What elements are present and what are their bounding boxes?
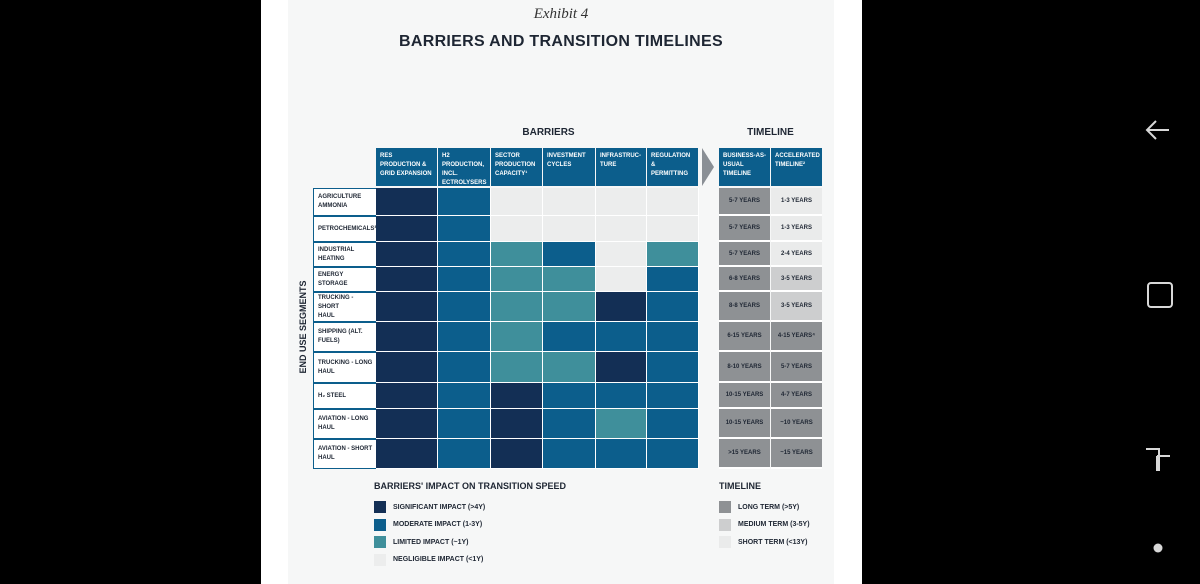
legend-swatch bbox=[374, 519, 386, 531]
column-header: SECTOR PRODUCTION CAPACITY¹ bbox=[491, 148, 542, 186]
legend-label: LIMITED IMPACT (~1Y) bbox=[393, 538, 469, 546]
indicator-dot-icon bbox=[1151, 541, 1165, 555]
column-header: H2 PRODUCTION, INCL. ECTROLYSERS bbox=[438, 148, 490, 186]
heatmap-cell bbox=[647, 352, 699, 383]
heatmap-cell bbox=[647, 439, 699, 469]
legend-item bbox=[374, 536, 469, 548]
column-header: INFRASTRUC- TURE bbox=[596, 148, 646, 186]
heatmap-cell bbox=[491, 322, 543, 352]
legend-item bbox=[719, 519, 810, 531]
row-header: H₂ STEEL bbox=[313, 383, 377, 409]
heatmap-cell bbox=[596, 188, 647, 216]
timeline-cell: 3-5 YEARS bbox=[771, 292, 822, 322]
row-header: TRUCKING - SHORT HAUL bbox=[313, 292, 377, 322]
recents-icon[interactable] bbox=[1143, 444, 1173, 474]
timeline-cell: 1-3 YEARS bbox=[771, 188, 822, 216]
timeline-heading: TIMELINE bbox=[747, 127, 794, 138]
heatmap-cell bbox=[543, 216, 596, 242]
timeline-cell: 10-15 YEARS bbox=[719, 409, 770, 439]
timeline-cell: 6-15 YEARS bbox=[719, 322, 770, 352]
heatmap-cell bbox=[438, 267, 491, 292]
heatmap-cell bbox=[491, 188, 543, 216]
legend-swatch bbox=[374, 554, 386, 566]
heatmap-cell bbox=[543, 383, 596, 409]
heatmap-cell bbox=[438, 188, 491, 216]
timeline-legend-title: TIMELINE bbox=[719, 481, 761, 491]
column-header: INVESTMENT CYCLES bbox=[543, 148, 595, 186]
timeline-cell: ~10 YEARS bbox=[771, 409, 822, 439]
legend-swatch bbox=[374, 536, 386, 548]
heatmap-cell bbox=[596, 439, 647, 469]
heatmap-cell bbox=[438, 242, 491, 267]
legend-item bbox=[719, 536, 807, 548]
heatmap-cell bbox=[491, 292, 543, 322]
timeline-cell: 2-4 YEARS bbox=[771, 242, 822, 267]
heatmap-cell bbox=[543, 242, 596, 267]
heatmap-cell bbox=[376, 383, 438, 409]
y-axis-label: END USE SEGMENTS bbox=[298, 280, 308, 374]
timeline-cell: ~15 YEARS bbox=[771, 439, 822, 469]
impact-legend-title: BARRIERS' IMPACT ON TRANSITION SPEED bbox=[374, 481, 566, 491]
row-header: TRUCKING - LONG HAUL bbox=[313, 352, 377, 383]
legend-label: NEGLIGIBLE IMPACT (<1Y) bbox=[393, 556, 484, 563]
exhibit-label: Exhibit 4 bbox=[533, 6, 589, 22]
heatmap-cell bbox=[438, 292, 491, 322]
timeline-cell: 1-3 YEARS bbox=[771, 216, 822, 242]
heatmap-cell bbox=[647, 383, 699, 409]
timeline-cell: 5-7 YEARS bbox=[719, 216, 770, 242]
heatmap-cell bbox=[543, 439, 596, 469]
heatmap-cell bbox=[543, 352, 596, 383]
timeline-cell: 4-15 YEARS⁴ bbox=[771, 322, 822, 352]
legend-label: SHORT TERM (<13Y) bbox=[738, 538, 808, 546]
timeline-cell: 5-7 YEARS bbox=[719, 242, 770, 267]
heatmap-cell bbox=[647, 188, 699, 216]
timeline-cell: 5-7 YEARS bbox=[771, 352, 822, 383]
heatmap-cell bbox=[543, 292, 596, 322]
heatmap-cell bbox=[438, 352, 491, 383]
legend-label: MEDIUM TERM (3-5Y) bbox=[738, 521, 810, 528]
back-arrow-icon[interactable] bbox=[1143, 115, 1173, 145]
heatmap-cell bbox=[376, 322, 438, 352]
chevron-arrow-icon bbox=[702, 148, 714, 186]
legend-swatch bbox=[719, 501, 731, 513]
heatmap-cell bbox=[491, 216, 543, 242]
column-header: REGULATION & PERMITTING bbox=[647, 148, 698, 186]
heatmap-cell bbox=[647, 267, 699, 292]
heatmap-cell bbox=[491, 439, 543, 469]
timeline-cell: 8-8 YEARS bbox=[719, 292, 770, 322]
row-header: ENERGY STORAGE bbox=[313, 267, 377, 292]
heatmap-cell bbox=[647, 409, 699, 439]
heatmap-cell bbox=[376, 242, 438, 267]
heatmap-cell bbox=[376, 409, 438, 439]
timeline-cell: 6-8 YEARS bbox=[719, 267, 770, 292]
heatmap-cell bbox=[491, 242, 543, 267]
chart-title: BARRIERS AND TRANSITION TIMELINES bbox=[399, 33, 723, 50]
heatmap-cell bbox=[596, 242, 647, 267]
heatmap-cell bbox=[376, 292, 438, 322]
heatmap-cell bbox=[596, 352, 647, 383]
row-header: SHIPPING (ALT. FUELS) bbox=[313, 322, 377, 352]
timeline-cell: 3-5 YEARS bbox=[771, 267, 822, 292]
timeline-cell: 10-15 YEARS bbox=[719, 383, 770, 409]
timeline-cell: 5-7 YEARS bbox=[719, 188, 770, 216]
legend-swatch bbox=[374, 501, 386, 513]
heatmap-cell bbox=[491, 267, 543, 292]
timeline-cell: 4-7 YEARS bbox=[771, 383, 822, 409]
legend-label: SIGNIFICANT IMPACT (>4Y) bbox=[393, 503, 486, 511]
row-header: PETROCHEMICALS³ bbox=[313, 216, 377, 242]
heatmap-cell bbox=[491, 383, 543, 409]
heatmap-cell bbox=[438, 322, 491, 352]
heatmap-cell bbox=[543, 409, 596, 439]
heatmap-cell bbox=[491, 352, 543, 383]
heatmap-cell bbox=[647, 242, 699, 267]
heatmap-cell bbox=[596, 216, 647, 242]
row-header: AVIATION - LONG HAUL bbox=[313, 409, 377, 439]
heatmap-cell bbox=[647, 322, 699, 352]
heatmap-cell bbox=[438, 383, 491, 409]
heatmap-cell bbox=[596, 383, 647, 409]
heatmap-cell bbox=[376, 267, 438, 292]
home-square-icon[interactable] bbox=[1145, 280, 1175, 310]
heatmap-cell bbox=[376, 352, 438, 383]
heatmap-cell bbox=[376, 439, 438, 469]
row-header: AVIATION - SHORT HAUL bbox=[313, 439, 377, 469]
legend-swatch bbox=[719, 519, 731, 531]
legend-item bbox=[374, 501, 485, 513]
row-header: INDUSTRIAL HEATING bbox=[313, 242, 377, 267]
heatmap-cell bbox=[543, 322, 596, 352]
legend-item bbox=[374, 519, 482, 531]
legend-label: MODERATE IMPACT (1-3Y) bbox=[393, 521, 483, 528]
timeline-column-header: ACCELERATED TIMELINE² bbox=[771, 148, 822, 186]
legend-label: LONG TERM (>5Y) bbox=[738, 503, 800, 511]
heatmap-cell bbox=[491, 409, 543, 439]
heatmap-cell bbox=[596, 292, 647, 322]
barriers-heading: BARRIERS bbox=[522, 127, 575, 138]
heatmap-cell bbox=[376, 216, 438, 242]
legend-item bbox=[719, 501, 799, 513]
heatmap-cell bbox=[543, 267, 596, 292]
legend-item bbox=[374, 554, 483, 566]
column-header: RES PRODUCTION & GRID EXPANSION bbox=[376, 148, 437, 186]
heatmap-cell bbox=[596, 409, 647, 439]
timeline-cell: >15 YEARS bbox=[719, 439, 770, 469]
heatmap-cell bbox=[596, 322, 647, 352]
legend-swatch bbox=[719, 536, 731, 548]
heatmap-cell bbox=[438, 216, 491, 242]
timeline-column-header: BUSINESS-AS- USUAL TIMELINE bbox=[719, 148, 770, 186]
heatmap-cell bbox=[647, 216, 699, 242]
heatmap-cell bbox=[647, 292, 699, 322]
timeline-cell: 8-10 YEARS bbox=[719, 352, 770, 383]
heatmap-cell bbox=[543, 188, 596, 216]
heatmap-cell bbox=[438, 409, 491, 439]
row-header: AGRICULTURE AMMONIA bbox=[313, 188, 377, 216]
heatmap-cell bbox=[376, 188, 438, 216]
heatmap-cell bbox=[596, 267, 647, 292]
heatmap-cell bbox=[438, 439, 491, 469]
